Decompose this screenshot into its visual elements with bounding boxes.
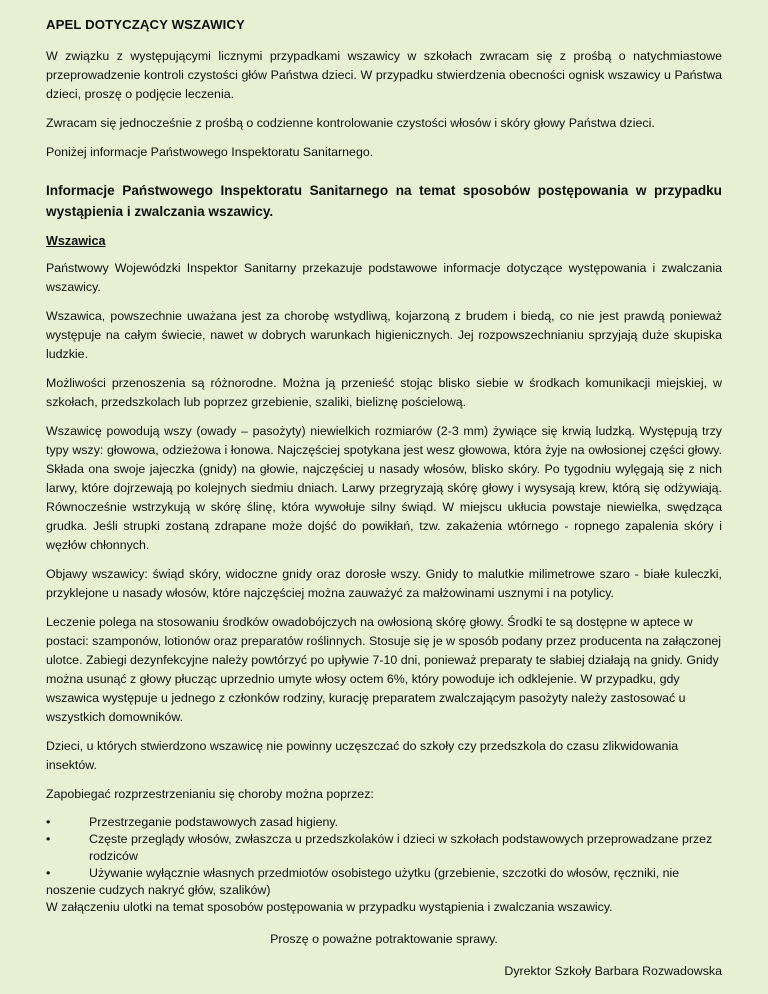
list-item [46, 865, 722, 899]
document-title: APEL DOTYCZĄCY WSZAWICY [46, 17, 245, 32]
intro-paragraph-1: W związku z występującymi licznymi przypadkami wszawicy w szkołach zwracam się z prośbą o natychmiastowe przeprowadzenie kontroli czystości głów Państwa dzieci. W przypadku stwierdzenia obecności ognisk wszawicy u Państwa dzieci, proszę o podjęcie leczenia. [46, 49, 722, 101]
bullet-icon: • [46, 832, 51, 846]
paragraph: Wszawica, powszechnie uważana jest za chorobę wstydliwą, kojarzoną z brudem i biedą, co nie jest prawdą ponieważ występuje na całym świecie, nawet w dobrych warunkach higienicznych. Jej rozpowszechnianiu sprzyjają duże skupiska ludzkie. [46, 309, 722, 361]
paragraph: Objawy wszawicy: świąd skóry, widoczne gnidy oraz dorosłe wszy. Gnidy to malutkie milimetrowe szaro - białe kuleczki, przyklejone u nasady włosów, które najczęściej można zauważyć za małżowinami usznymi i na potylicy. [46, 567, 722, 600]
paragraph: Leczenie polega na stosowaniu środków owadobójczych na owłosioną skórę głowy. Środki te są dostępne w aptece w postaci: szamponów, lotionów oraz preparatów roślinnych. Stosuje się je w sposób podany przez producenta na załączonej ulotce. Zabiegi dezynfekcyjne należy powtórzyć po upływie 7-10 dni, ponieważ preparaty te słabiej działają na gnidy. Gnidy można usunąć z głowy płucząc uprzednio umyte włosy octem 6%, który powoduje ich odklejenie. W przypadku, gdy wszawica występuje u jednego z członków rodziny, kurację preparatem zwalczającym pasożyty należy zastosować u wszystkich domowników. [46, 615, 721, 724]
list-item-text: Częste przeglądy włosów, zwłaszcza u przedszkolaków i dzieci w szkołach podstawowych przeprowadzane przez rodziców [89, 832, 713, 863]
closing-line: Proszę o poważne potraktowanie sprawy. [270, 932, 498, 946]
prevention-list [46, 814, 722, 899]
signature: Dyrektor Szkoły Barbara Rozwadowska [504, 964, 722, 978]
paragraph: Możliwości przenoszenia są różnorodne. Można ją przenieść stojąc blisko siebie w środkach komunikacji miejskiej, w szkołach, przedszkolach lub poprzez grzebienie, szaliki, bieliznę pościelową. [46, 376, 722, 409]
sanitary-info-heading: Informacje Państwowego Inspektoratu Sanitarnego na temat sposobów postępowania w przypadku wystąpienia i zwalczania wszawicy. [46, 183, 722, 219]
intro-paragraph-2: Zwracam się jednocześnie z prośbą o codzienne kontrolowanie czystości włosów i skóry głowy Państwa dzieci. [46, 116, 655, 130]
bullet-icon: • [46, 815, 51, 829]
list-item [46, 831, 722, 865]
intro-paragraph-3: Poniżej informacje Państwowego Inspektoratu Sanitarnego. [46, 145, 374, 159]
paragraph: Dzieci, u których stwierdzono wszawicę nie powinny uczęszczać do szkoły czy przedszkola do czasu zlikwidowania insektów. [46, 739, 679, 772]
bullet-icon: • [46, 866, 51, 880]
paragraph: Zapobiegać rozprzestrzenianiu się choroby można poprzez: [46, 787, 374, 801]
attachment-note: W załączeniu ulotki na temat sposobów postępowania w przypadku wystąpienia i zwalczania wszawicy. [46, 900, 613, 914]
list-item [46, 814, 722, 831]
paragraph: Wszawicę powodują wszy (owady – pasożyty) niewielkich rozmiarów (2-3 mm) żywiące się krwią ludzką. Występują trzy typy wszy: głowowa, odzieżowa i łonowa. Najczęściej spotykana jest wesz głowowa, która żyje na owłosionej części głowy. Składa ona swoje jajeczka (gnidy) na głowie, najczęściej u nasady włosów, blisko skóry. Po tygodniu wylęgają się z nich larwy, które dojrzewają po kolejnych siedmiu dniach. Larwy przegryzają skórę głowy i wysysają krew, którą się odżywiają. Równocześnie wstrzykują w skórę ślinę, która wywołuje silny świąd. W miejscu ukłucia powstaje niewielka, swędząca grudka. Jeśli strupki zostaną zdrapane może dojść do powikłań, tzw. zakażenia wtórnego - ropnego zapalenia skóry i węzłów chłonnych. [46, 424, 722, 552]
list-item-text: Przestrzeganie podstawowych zasad higieny. [89, 815, 339, 829]
section-title: Wszawica [46, 234, 106, 248]
paragraph: Państwowy Wojewódzki Inspektor Sanitarny przekazuje podstawowe informacje dotyczące występowania i zwalczania wszawicy. [46, 261, 722, 294]
list-item-text: Używanie wyłącznie własnych przedmiotów osobistego użytku (grzebienie, szczotki do włosów, ręczniki, nie noszenie cudzych nakryć głów, szalików) [46, 866, 680, 897]
